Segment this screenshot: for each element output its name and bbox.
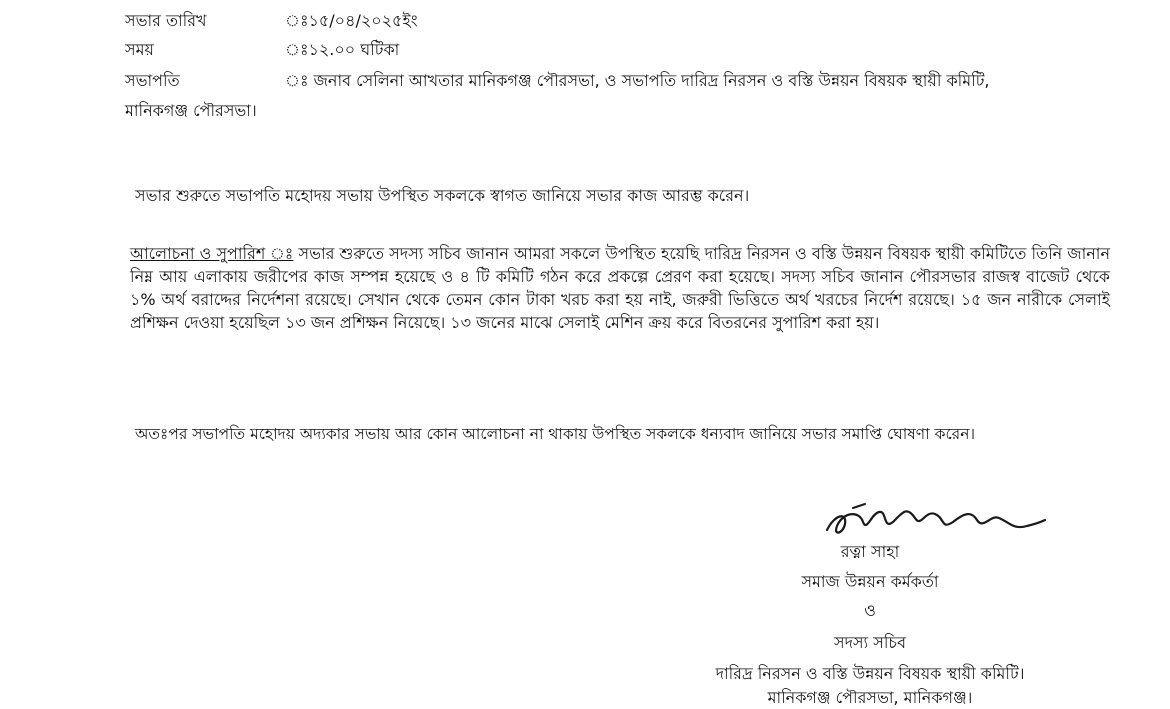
discussion-text: সভার শুরুতে সদস্য সচিব জানান আমরা সকলে উপস্থিত হয়েছি দারিদ্র নিরসন ও বস্তি উন্নয়ন বিষয়ক স্থায়ী কমিটিতে তিনি জানান নিম্ন আয় এলাকায় জরীপের কাজ সম্পন্ন হয়েছে ও ৪ টি কমিটি গঠন করে প্রকল্পে প্রেরণ করা হয়েছে। সদস্য সচিব জানান পৌরসভার রাজস্ব বাজেট থেকে ১% অর্থ বরাদ্দের নির্দেশনা রয়েছে। সেখান থেকে তেমন কোন টাকা খরচ করা হয় নাই, জরুরী ভিত্তিতে অর্থ খরচের নির্দেশ রয়েছে। ১৫ জন নারীকে সেলাই প্রশিক্ষন দেওয়া হয়েছিল ১৩ জন প্রশিক্ষন নিয়েছে। ১৩ জনের মাঝে সেলাই মেশিন ক্রয় করে বিতরনের সুপারিশ করা হয়। bbox=[130, 244, 1110, 332]
signatory-name: রত্না সাহা bbox=[840, 542, 900, 561]
signatory-role: সদস্য সচিব bbox=[834, 633, 906, 652]
opening-paragraph: সভার শুরুতে সভাপতি মহোদয় সভায় উপস্থিত সকলকে স্বাগত জানিয়ে সভার কাজ আরম্ভ করেন। bbox=[135, 186, 750, 205]
signatory-municipality: মানিকগঞ্জ পৌরসভা, মানিকগঞ্জ। bbox=[767, 688, 973, 707]
discussion-paragraph bbox=[130, 242, 1110, 334]
signatory-designation: সমাজ উন্নয়ন কর্মকর্তা bbox=[801, 572, 939, 591]
meeting-chair-value: ঃ জনাব সেলিনা আখতার মানিকগঞ্জ পৌরসভা, ও সভাপতি দারিদ্র নিরসন ও বস্তি উন্নয়ন বিষয়ক স্থায়ী কমিটি, bbox=[285, 71, 990, 90]
signatory-block bbox=[640, 540, 1100, 685]
meeting-chair-label: সভাপতি bbox=[125, 71, 180, 90]
meeting-time-label: সময় bbox=[125, 40, 154, 59]
meeting-chair-value-continued: মানিকগঞ্জ পৌরসভা। bbox=[125, 101, 257, 120]
signatory-conjunction: ও bbox=[864, 601, 876, 620]
meeting-date-value: ঃ১৫/০৪/২০২৫ইং bbox=[285, 11, 418, 30]
discussion-heading: আলোচনা ও সুপারিশ ঃ bbox=[130, 244, 294, 263]
meeting-date-label: সভার তারিখ bbox=[125, 11, 207, 30]
closing-paragraph: অতঃপর সভাপতি মহোদয় অদ্যকার সভায় আর কোন আলোচনা না থাকায় উপস্থিত সকলকে ধন্যবাদ জানিয়ে সভার সমাপ্তি ঘোষণা করেন। bbox=[135, 425, 975, 443]
meeting-time-value: ঃ১২.০০ ঘটিকা bbox=[285, 40, 400, 59]
signatory-committee: দারিদ্র নিরসন ও বস্তি উন্নয়ন বিষয়ক স্থায়ী কমিটি। bbox=[715, 664, 1025, 683]
